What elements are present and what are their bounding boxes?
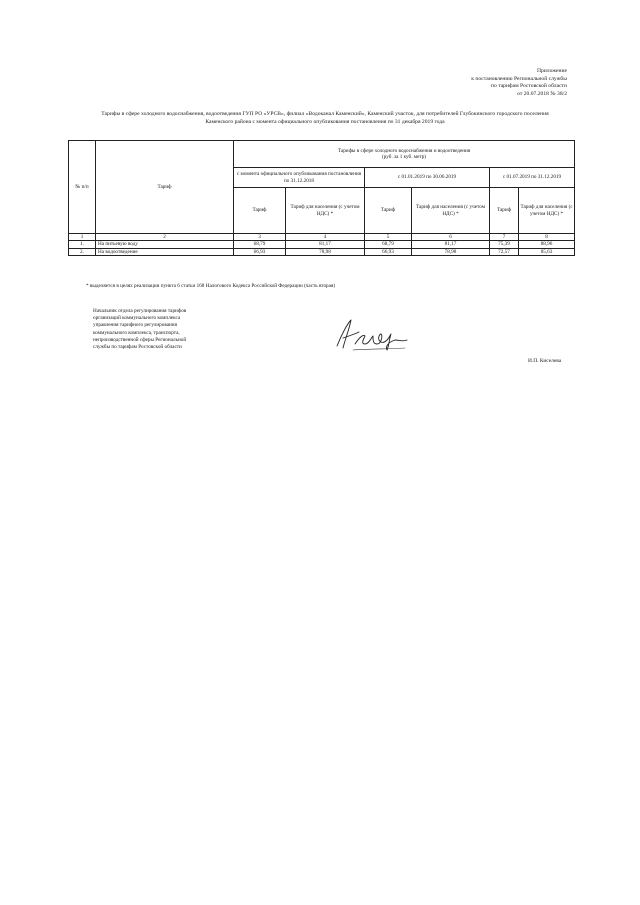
row-value: 72,57 bbox=[490, 248, 519, 256]
row-value: 68,79 bbox=[365, 241, 412, 249]
document-title bbox=[70, 111, 580, 126]
row-value: 81,17 bbox=[286, 241, 365, 249]
title-line: Каменского района с момента официального опубликования постановления по 31 декабря 2019 года bbox=[205, 118, 445, 125]
signer-position-line: Начальник отдела регулирования тарифов bbox=[93, 308, 187, 314]
signer-position-line: управления тарифного регулирования bbox=[93, 322, 177, 329]
row-name: На питьевую воду bbox=[96, 241, 234, 249]
handwritten-signature bbox=[333, 316, 413, 354]
row-number: 1. bbox=[69, 241, 96, 249]
header-tariff-1: Тариф bbox=[234, 188, 286, 234]
table-row bbox=[69, 248, 575, 256]
header-tariff-3: Тариф bbox=[490, 188, 519, 234]
appendix-line: к постановлению Региональной службы bbox=[471, 75, 567, 82]
column-number: 8 bbox=[519, 234, 575, 241]
appendix-line: по тарифам Ростовской области bbox=[491, 83, 567, 90]
column-number: 7 bbox=[490, 234, 519, 241]
signer-position-line: службы по тарифам Ростовской области bbox=[93, 344, 182, 351]
header-group-unit: (руб. за 1 куб. метр) bbox=[382, 154, 427, 160]
signer-position bbox=[93, 308, 263, 351]
row-value: 81,17 bbox=[412, 241, 490, 249]
appendix-note bbox=[367, 68, 567, 98]
row-value: 66,93 bbox=[365, 248, 412, 256]
tariff-table bbox=[68, 140, 575, 256]
header-population-tariff-2: Тариф для населения (с учетом НДС) * bbox=[412, 188, 490, 234]
signer-position-line: коммунального комплекса, транспорта, bbox=[93, 329, 180, 336]
header-group-title: Тарифы в сфере холодного водоснабжения и водоотведения bbox=[337, 147, 471, 154]
header-period-1: с момента официального опубликования постановления по 31.12.2018 bbox=[234, 168, 365, 188]
footnote: * выделяется в целях реализации пункта 6 статьи 168 Налогового Кодекса Российской Федерации (часть вторая) bbox=[86, 283, 336, 289]
header-group bbox=[234, 141, 575, 168]
header-tariff: Тариф bbox=[96, 141, 234, 234]
header-period-3: с 01.07.2019 по 31.12.2019 bbox=[490, 168, 575, 188]
signer-name: И.П. Киселева bbox=[528, 358, 562, 364]
row-value: 78,98 bbox=[412, 248, 490, 256]
column-number: 6 bbox=[412, 234, 490, 241]
row-value: 68,79 bbox=[234, 241, 286, 249]
row-name: На водоотведение bbox=[96, 248, 234, 256]
column-number: 4 bbox=[286, 234, 365, 241]
row-value: 75,39 bbox=[490, 241, 519, 249]
appendix-line: Приложение bbox=[536, 68, 567, 74]
row-number: 2. bbox=[69, 248, 96, 256]
row-value: 85,63 bbox=[519, 248, 575, 256]
header-number: № п/п bbox=[69, 141, 96, 234]
header-population-tariff-1: Тариф для населения (с учетом НДС) * bbox=[286, 188, 365, 234]
row-value: 88,96 bbox=[519, 241, 575, 249]
header-population-tariff-3: Тариф для населения (с учетом НДС) * bbox=[519, 188, 575, 234]
table-row bbox=[69, 241, 575, 249]
signer-position-line: непроизводственной сферы Региональной bbox=[93, 336, 187, 343]
appendix-line: от 20.07.2018 № 38/2 bbox=[517, 90, 567, 97]
column-number: 1 bbox=[69, 234, 96, 241]
row-value: 66,93 bbox=[234, 248, 286, 256]
row-value: 78,98 bbox=[286, 248, 365, 256]
header-period-2: с 01.01.2019 по 30.06.2019 bbox=[365, 168, 490, 188]
signer-position-line: организаций коммунального комплекса bbox=[93, 315, 181, 322]
header-tariff-2: Тариф bbox=[365, 188, 412, 234]
title-line: Тарифы в сфере холодного водоснабжения, водоотведения ГУП РО «УРСВ», филиал «Водоканал Каменский», Каменский участок, для потребителей Глубокинского городского поселения bbox=[101, 111, 549, 117]
column-number-row bbox=[69, 234, 575, 241]
column-number: 3 bbox=[234, 234, 286, 241]
column-number: 5 bbox=[365, 234, 412, 241]
column-number: 2 bbox=[96, 234, 234, 241]
